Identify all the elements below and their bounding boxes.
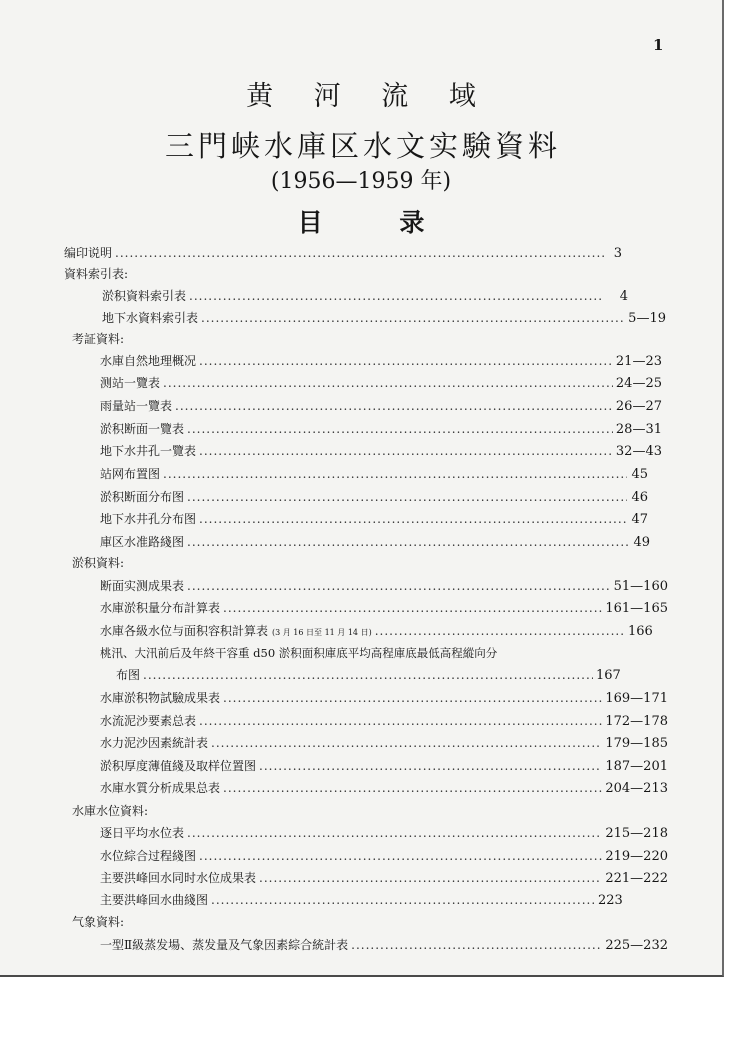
toc-entry[interactable] xyxy=(102,308,666,328)
toc-leader-dots xyxy=(163,373,613,393)
toc-entry[interactable] xyxy=(100,846,668,866)
toc-leader-dots xyxy=(351,935,602,955)
toc-entry[interactable] xyxy=(100,823,668,843)
toc-entry-date-note: (3 月 16 日至 11 月 14 日) xyxy=(272,628,372,637)
toc-section-weather: 气象資料: xyxy=(72,915,125,929)
toc-entry-title: 地下水井孔一覽表 xyxy=(100,444,197,458)
toc-entry-title: 水庫自然地理概况 xyxy=(100,354,197,368)
toc-entry[interactable] xyxy=(100,935,668,955)
page-number: 1 xyxy=(653,36,664,54)
toc-entry-page: 45 xyxy=(631,467,648,482)
toc-leader-dots xyxy=(259,868,602,888)
toc-entry-page: 5—19 xyxy=(628,311,666,326)
toc-entry-page: 169—171 xyxy=(605,691,668,706)
toc-entry[interactable] xyxy=(100,598,668,618)
toc-leader-dots xyxy=(187,532,629,552)
toc-entry-page: 3 xyxy=(613,246,622,261)
toc-entry[interactable] xyxy=(100,419,662,439)
toc-entry-title: 编印说明 xyxy=(64,246,113,260)
toc-entry-title: 淤积資料索引表 xyxy=(102,289,187,303)
toc-entry-page: 187—201 xyxy=(605,759,668,774)
toc-leader-dots xyxy=(189,286,603,306)
toc-entry[interactable] xyxy=(100,396,662,416)
toc-entry[interactable] xyxy=(100,756,668,776)
toc-entry[interactable] xyxy=(100,711,668,731)
toc-entry-title: 水庫水質分析成果总表 xyxy=(100,781,221,795)
toc-entry-page: 166 xyxy=(628,624,653,639)
toc-heading: 目 录 xyxy=(297,208,459,237)
toc-entry[interactable] xyxy=(100,532,650,552)
toc-entry-title: 站网布置图 xyxy=(100,467,161,481)
toc-entry-page: 32—43 xyxy=(615,444,662,459)
toc-entry[interactable] xyxy=(100,576,668,596)
toc-leader-dots xyxy=(187,487,627,507)
toc-entry-page: 28—31 xyxy=(615,422,662,437)
toc-leader-dots xyxy=(187,823,602,843)
toc-entry-page: 215—218 xyxy=(605,826,668,841)
toc-entry[interactable] xyxy=(100,868,668,888)
toc-leader-dots xyxy=(211,733,602,753)
toc-entry-page: 21—23 xyxy=(615,354,662,369)
toc-entry-page: 161—165 xyxy=(605,601,668,616)
title-reservoir-data: 三門峡水庫区水文实験資料 xyxy=(164,129,561,163)
toc-entry-title: 水力泥沙因素統計表 xyxy=(100,736,209,750)
toc-entry-multiline-title[interactable]: 桃汛、大汛前后及年終干容重 d50 淤积面积庫底平均高程庫底最低高程縱向分 xyxy=(100,646,498,660)
toc-entry-title: 地下水資料索引表 xyxy=(102,311,199,325)
toc-entry[interactable] xyxy=(100,487,648,507)
toc-entry[interactable] xyxy=(100,351,662,371)
toc-leader-dots xyxy=(163,464,627,484)
toc-entry-title: 水庫淤积物試驗成果表 xyxy=(100,691,221,705)
toc-entry-title: 雨量站一覽表 xyxy=(100,399,173,413)
toc-entry-page: 204—213 xyxy=(605,781,668,796)
toc-entry[interactable] xyxy=(100,373,662,393)
title-river-basin: 黄 河 流 域 xyxy=(246,81,492,112)
toc-entry-title: 水流泥沙要素总表 xyxy=(100,714,197,728)
toc-entry-page: 172—178 xyxy=(605,714,668,729)
toc-entry-title: 逐日平均水位表 xyxy=(100,826,185,840)
toc-entry[interactable] xyxy=(100,778,668,798)
toc-entry-title: 断面实测成果表 xyxy=(100,579,185,593)
toc-section-index: 資料索引表: xyxy=(64,267,129,281)
toc-leader-dots xyxy=(143,665,593,685)
toc-entry-title: 一型Ⅱ級蒸发場、蒸发量及气象因素綜合統計表 xyxy=(100,938,349,952)
toc-leader-dots xyxy=(223,598,602,618)
toc-section-reference: 考証資料: xyxy=(72,332,125,346)
toc-entry-page: 49 xyxy=(633,535,650,550)
toc-entry[interactable] xyxy=(100,890,622,910)
toc-entry[interactable] xyxy=(116,665,620,685)
toc-leader-dots xyxy=(223,778,602,798)
toc-entry-page: 167 xyxy=(596,668,621,683)
toc-section-water-level: 水庫水位資料: xyxy=(72,804,149,818)
toc-entry-title: 淤积断面分布图 xyxy=(100,490,185,504)
toc-entry-title: 淤积断面一覽表 xyxy=(100,422,185,436)
toc-entry-page: 47 xyxy=(631,512,648,527)
toc-leader-dots xyxy=(375,621,625,641)
toc-entry-page: 46 xyxy=(631,490,648,505)
toc-leader-dots xyxy=(201,308,625,328)
toc-leader-dots xyxy=(115,243,605,263)
toc-entry-title: 主要洪峰回水曲綫图 xyxy=(100,893,209,907)
toc-entry-page: 24—25 xyxy=(615,376,662,391)
toc-leader-dots xyxy=(199,351,613,371)
toc-entry-title: 水位綜合过程綫图 xyxy=(100,849,197,863)
toc-entry-page: 225—232 xyxy=(605,938,668,953)
toc-section-sediment: 淤积資料: xyxy=(72,556,125,570)
toc-entry[interactable] xyxy=(100,688,668,708)
toc-entry-title: 主要洪峰回水同时水位成果表 xyxy=(100,871,257,885)
toc-leader-dots xyxy=(187,419,613,439)
toc-leader-dots xyxy=(223,688,602,708)
toc-entry[interactable] xyxy=(64,243,622,263)
toc-entry-title-continued: 布图 xyxy=(116,668,141,682)
toc-leader-dots xyxy=(199,846,602,866)
toc-entry-page: 221—222 xyxy=(605,871,668,886)
toc-entry-page: 26—27 xyxy=(615,399,662,414)
toc-leader-dots xyxy=(187,576,611,596)
toc-entry-page: 4 xyxy=(619,289,628,304)
toc-entry-page: 219—220 xyxy=(605,849,668,864)
toc-leader-dots xyxy=(199,711,602,731)
toc-entry[interactable] xyxy=(100,733,668,753)
toc-entry-page: 51—160 xyxy=(613,579,668,594)
toc-entry-title: 淤积厚度薄值綫及取样位置图 xyxy=(100,759,257,773)
toc-entry-page: 179—185 xyxy=(605,736,668,751)
toc-entry-title: 测站一覽表 xyxy=(100,376,161,390)
toc-leader-dots xyxy=(259,756,602,776)
title-years: (1956—1959 年) xyxy=(270,169,452,194)
toc-entry-page: 223 xyxy=(598,893,623,908)
toc-entry[interactable] xyxy=(100,441,662,461)
toc-entry[interactable] xyxy=(100,621,652,641)
toc-leader-dots xyxy=(199,509,627,529)
toc-entry-title: 地下水井孔分布图 xyxy=(100,512,197,526)
toc-leader-dots xyxy=(199,441,613,461)
toc-entry-title: 水庫淤积量分布計算表 xyxy=(100,601,221,615)
toc-entry-title: 庫区水准路綫图 xyxy=(100,535,185,549)
toc-entry[interactable] xyxy=(100,464,648,484)
toc-entry-title: 水庫各級水位与面积容积計算表 xyxy=(100,624,269,638)
toc-entry[interactable] xyxy=(102,286,628,306)
toc-leader-dots xyxy=(211,890,595,910)
toc-leader-dots xyxy=(175,396,613,416)
toc-entry[interactable] xyxy=(100,509,648,529)
